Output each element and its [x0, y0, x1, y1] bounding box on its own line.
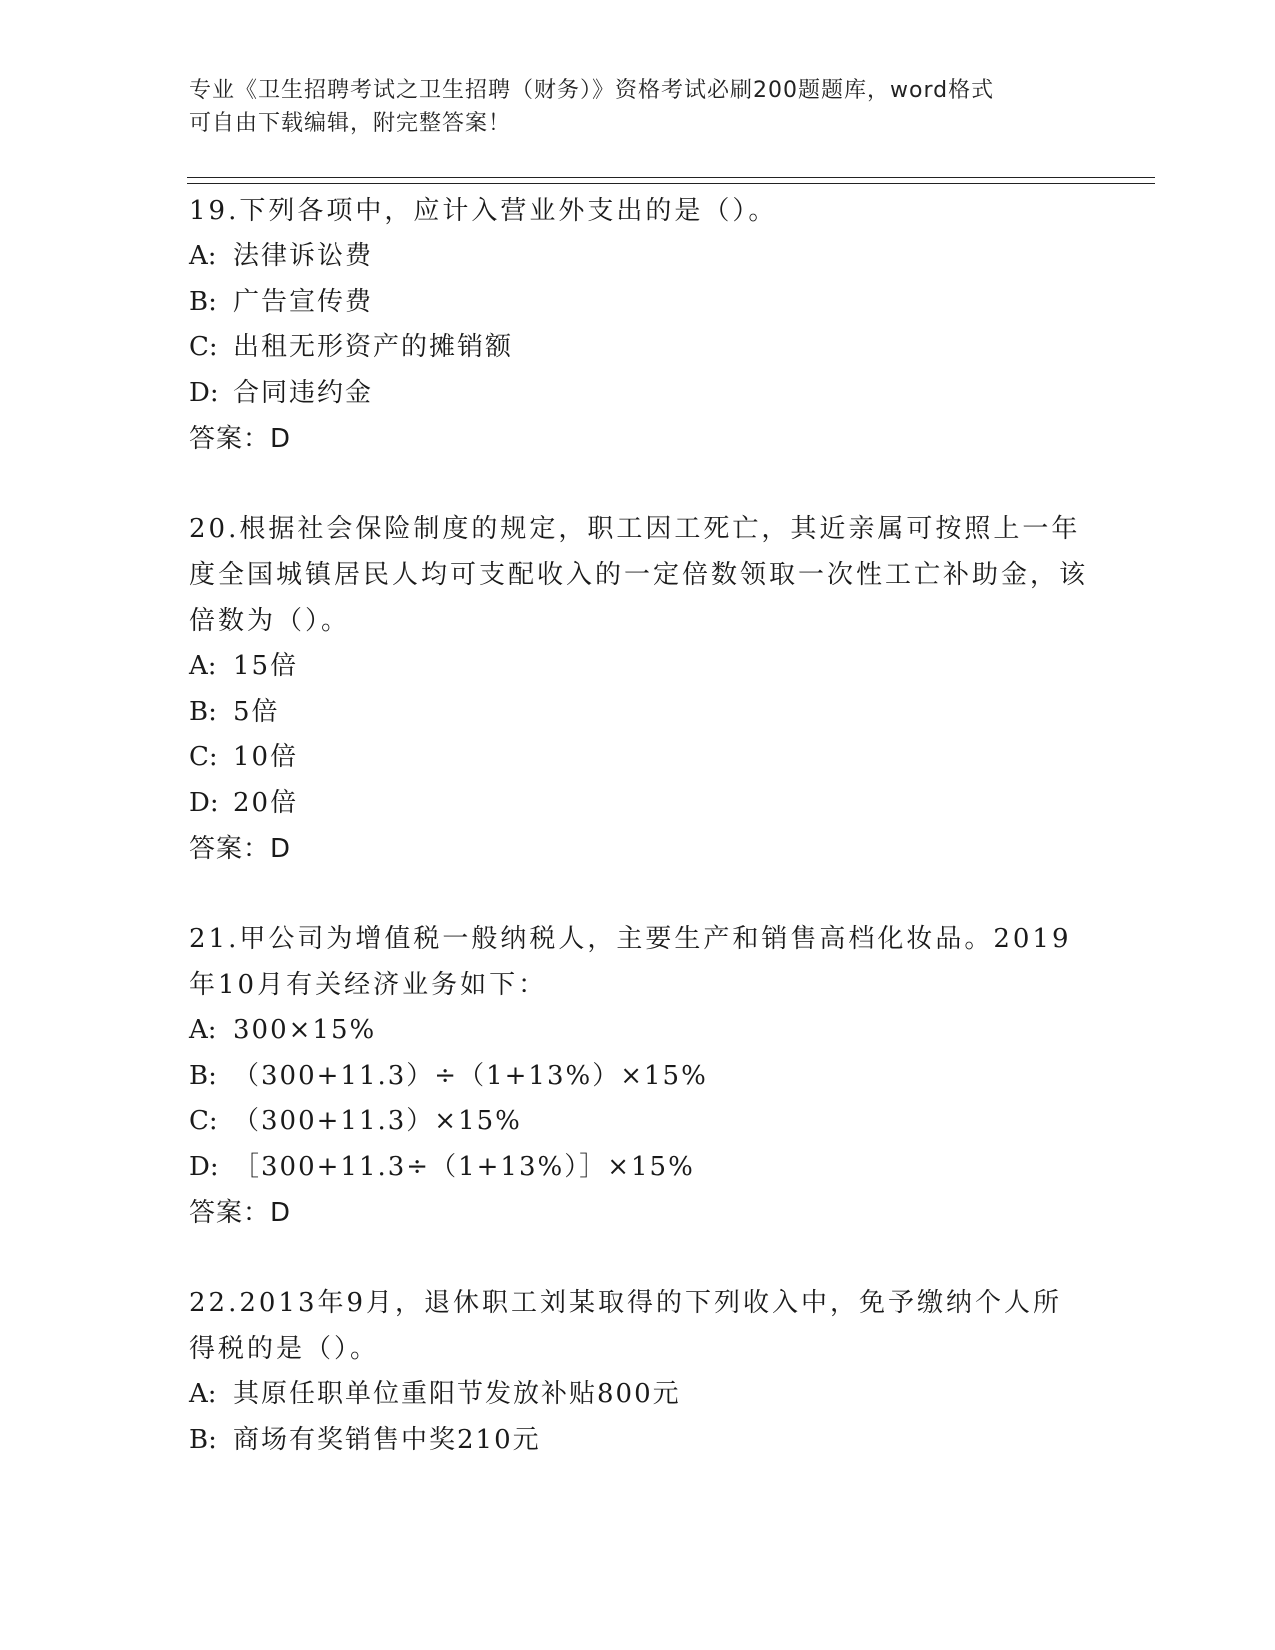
option-letter: A: [189, 1015, 217, 1045]
option-letter: B: [189, 1060, 217, 1091]
option-d [189, 781, 1089, 827]
option-letter: C: [189, 1106, 218, 1136]
question-list [189, 188, 1089, 1507]
option-a [189, 234, 1089, 280]
option-text: ［300+11.3÷（1+13%）］×15% [233, 1151, 695, 1182]
question-stem: 20.根据社会保险制度的规定，职工因工死亡，其近亲属可按照上一年度全国城镇居民人均可支配收入的一定倍数领取一次性工亡补助金，该倍数为（）。 [189, 514, 1089, 636]
option-a [189, 1008, 1089, 1054]
option-text: 15倍 [233, 651, 299, 681]
option-letter: C: [189, 742, 218, 772]
option-c [189, 1099, 1089, 1145]
answer-line: 答案：D [189, 424, 292, 454]
header-divider-bottom [187, 183, 1155, 184]
option-d [189, 1145, 1089, 1191]
option-text: 出租无形资产的摊销额 [233, 332, 514, 362]
question-stem: 21.甲公司为增值税一般纳税人，主要生产和销售高档化妆品。2019年10月有关经济业务如下： [189, 924, 1072, 1000]
question-19 [189, 188, 1089, 462]
option-letter: B: [189, 696, 217, 727]
option-c [189, 325, 1089, 371]
option-text: 商场有奖销售中奖210元 [233, 1424, 541, 1455]
header-line-2: 可自由下载编辑，附完整答案！ [189, 111, 512, 136]
option-b [189, 1054, 1089, 1100]
option-letter: D: [189, 787, 219, 818]
header-divider-top [187, 177, 1155, 178]
option-letter: A: [189, 241, 217, 271]
option-text: 20倍 [233, 787, 299, 818]
option-c [189, 735, 1089, 781]
question-21 [189, 916, 1089, 1236]
option-text: 10倍 [233, 742, 299, 772]
option-text: 法律诉讼费 [233, 241, 374, 271]
option-text: 300×15% [233, 1015, 377, 1045]
question-22 [189, 1280, 1089, 1463]
option-letter: A: [189, 651, 217, 681]
option-text: 5倍 [233, 696, 280, 727]
option-letter: C: [189, 332, 218, 362]
option-letter: D: [189, 1151, 219, 1182]
option-a [189, 1372, 1089, 1418]
option-text: 其原任职单位重阳节发放补贴800元 [233, 1379, 681, 1409]
option-text: 合同违约金 [233, 377, 374, 408]
answer-line: 答案：D [189, 834, 292, 864]
question-stem: 22.2013年9月，退休职工刘某取得的下列收入中，免予缴纳个人所得税的是（）。 [189, 1288, 1063, 1364]
option-letter: D: [189, 377, 219, 408]
option-letter: B: [189, 286, 217, 317]
document-header [189, 74, 1089, 140]
option-text: 广告宣传费 [233, 286, 374, 317]
option-b [189, 690, 1089, 736]
option-text: （300+11.3）×15% [233, 1106, 522, 1136]
answer-line: 答案：D [189, 1198, 292, 1228]
option-b [189, 280, 1089, 326]
question-20 [189, 506, 1089, 872]
option-a [189, 644, 1089, 690]
option-text: （300+11.3）÷（1+13%）×15% [233, 1060, 708, 1091]
option-letter: B: [189, 1424, 217, 1455]
option-letter: A: [189, 1379, 217, 1409]
question-stem: 19.下列各项中，应计入营业外支出的是（）。 [189, 196, 778, 226]
header-line-1: 专业《卫生招聘考试之卫生招聘（财务）》资格考试必刷200题题库，word格式 [189, 78, 995, 103]
option-b [189, 1418, 1089, 1464]
option-d [189, 371, 1089, 417]
